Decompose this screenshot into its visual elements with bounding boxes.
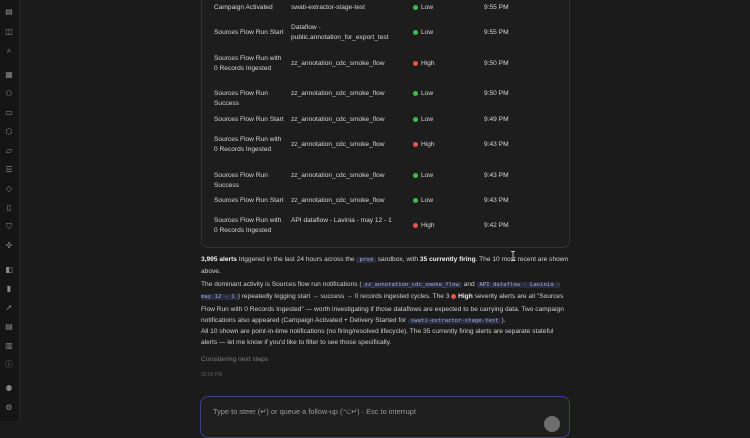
low-severity-dot-icon [413, 198, 418, 203]
folder-icon[interactable]: ▱ [5, 146, 13, 155]
robot-icon[interactable]: ⚇ [5, 89, 13, 98]
summary-text: ) repeatedly logging start → success → 0 records ingested cycles. The 3 [237, 293, 452, 301]
severity-label: High [421, 222, 435, 229]
table-row [202, 23, 569, 43]
library-icon[interactable]: ▤ [5, 7, 13, 16]
sandbox-code: prod [356, 257, 375, 263]
summary-paragraph-3: All 10 shown are point-in-time notifications (no firing/resolved lifecycle). The 35 currently firing alerts are separate stateful alerts — let me know if you'd like to filter to see those specifically. [201, 328, 554, 347]
flow-code: swati-extractor-stage-test [408, 318, 502, 324]
alert-severity [413, 140, 435, 150]
summary-paragraph-2 [201, 279, 569, 327]
puzzle-icon[interactable]: ✣ [5, 241, 13, 250]
alert-count: 3,995 alerts [201, 256, 237, 263]
alert-name: Sources Flow Run Start [214, 116, 284, 123]
severity-label: Low [421, 4, 434, 11]
severity-label: Low [421, 197, 434, 204]
alert-severity [413, 59, 435, 69]
document-icon[interactable]: ▯ [6, 203, 12, 212]
checklist-icon[interactable]: ☰ [5, 165, 13, 174]
settings-icon[interactable]: ⚙ [5, 403, 13, 412]
flow-code: API dataflow - Lavinia - may 12 - 1 [201, 282, 561, 301]
left-sidebar [0, 0, 20, 421]
alert-dataflow: zz_annotation_cdc_smoke_flow [291, 172, 385, 179]
users-icon[interactable]: ⚉ [5, 384, 13, 393]
alert-dataflow: Dataflow - public.annotation_for_export_test [291, 24, 389, 41]
alert-time: 9:50 PM [484, 90, 509, 97]
alert-time: 9:42 PM [484, 222, 509, 229]
alert-name: Sources Flow Run with 0 Records Ingested [214, 55, 282, 72]
summary-text: triggered in the last 24 hours across the [236, 256, 357, 263]
alert-severity [413, 196, 433, 206]
table-row [202, 166, 569, 189]
alert-dataflow: zz_annotation_cdc_smoke_flow [291, 141, 385, 148]
thinking-status: Considering next steps [201, 356, 269, 363]
dashboard-icon[interactable]: ▦ [5, 70, 13, 79]
summary-text: ). [501, 316, 506, 324]
composer[interactable] [200, 396, 570, 438]
high-label: High [458, 293, 473, 301]
alert-time: 9:43 PM [484, 172, 509, 179]
high-severity-dot-icon [451, 294, 456, 299]
alert-time: 9:55 PM [484, 29, 509, 36]
alert-name: Sources Flow Run with 0 Records Ingested [214, 136, 282, 153]
shield-icon[interactable]: ⛉ [6, 222, 12, 231]
summary-text: sandbox, with [375, 256, 420, 263]
archive-icon[interactable]: ▥ [5, 341, 13, 350]
low-severity-dot-icon [413, 91, 418, 96]
summary-text: and [461, 281, 477, 288]
alert-dataflow: API dataflow - Lavinia - may 12 - 1 [291, 217, 392, 224]
firing-count: 35 currently firing [419, 256, 476, 263]
send-button[interactable] [544, 416, 560, 432]
severity-label: Low [421, 116, 434, 123]
server-icon[interactable]: ▤ [5, 322, 13, 331]
alert-severity [413, 28, 433, 38]
tag-icon[interactable]: ◇ [5, 184, 13, 193]
table-row [202, 84, 569, 107]
table-row [202, 135, 569, 155]
high-severity-dot-icon [413, 223, 418, 228]
alert-dataflow: zz_annotation_cdc_smoke_flow [291, 60, 385, 67]
flow-code: zz_annotation_cdc_smoke_flow [362, 282, 462, 288]
alert-name: Sources Flow Run Start [214, 197, 284, 204]
low-severity-dot-icon [413, 30, 418, 35]
rocket-icon[interactable]: ➚ [5, 303, 13, 312]
alert-dataflow: zz_annotation_cdc_smoke_flow [291, 90, 385, 97]
notebook-icon[interactable]: ▮ [6, 284, 12, 293]
alert-time: 9:49 PM [484, 116, 509, 123]
severity-label: Low [421, 29, 434, 36]
alert-severity [413, 171, 433, 181]
severity-label: Low [421, 90, 434, 97]
summary-text: The dominant activity is Sources flow run notifications ( [201, 281, 362, 288]
alert-severity [413, 115, 433, 125]
high-severity-dot-icon [413, 61, 418, 66]
alert-name: Sources Flow Run Success [214, 90, 268, 107]
message-timestamp: 02:55 PM [201, 372, 223, 378]
summary-text: severity alerts are all "Sources Flow Run with 0 Records Ingested" — worth investigating if those dataflows are expected to be carrying data. Two campaign notifications also appeared (Campaign Activated + Delivery Started for [201, 293, 564, 324]
alert-dataflow: zz_annotation_cdc_smoke_flow [291, 116, 385, 123]
alert-name: Sources Flow Run with 0 Records Ingested [214, 217, 282, 234]
summary-text: . The 10 most recent are shown above. [201, 256, 569, 276]
severity-label: High [421, 60, 435, 67]
alert-dataflow: zz_annotation_cdc_smoke_flow [291, 197, 385, 204]
table-row [202, 216, 569, 236]
monitor-icon[interactable]: ▭ [5, 108, 13, 117]
table-row [202, 191, 569, 211]
alert-severity [413, 221, 435, 231]
low-severity-dot-icon [413, 117, 418, 122]
high-severity-dot-icon [413, 142, 418, 147]
cube-icon[interactable]: ⬡ [5, 127, 13, 136]
alert-time: 9:55 PM [484, 4, 509, 11]
info-icon[interactable]: ⓘ [5, 360, 13, 369]
low-severity-dot-icon [413, 5, 418, 10]
severity-label: High [421, 141, 435, 148]
alert-name: Sources Flow Run Success [214, 172, 268, 189]
table-row [202, 54, 569, 74]
alert-time: 9:43 PM [484, 197, 509, 204]
search-icon[interactable]: ⌕ [6, 46, 12, 55]
alert-severity [413, 3, 433, 13]
severity-label: Low [421, 172, 434, 179]
alert-name: Sources Flow Run Start [214, 29, 284, 36]
text-cursor-icon [510, 251, 516, 261]
alert-time: 9:50 PM [484, 60, 509, 67]
table-row [202, 0, 569, 18]
alert-severity [413, 89, 433, 99]
low-severity-dot-icon [413, 173, 418, 178]
alert-time: 9:43 PM [484, 141, 509, 148]
table-row [202, 110, 569, 130]
layers-icon[interactable]: ◧ [5, 265, 13, 274]
composer-input[interactable] [213, 405, 533, 417]
alerts-table [201, 0, 570, 248]
chat-icon[interactable]: ◫ [5, 27, 13, 36]
alert-dataflow: swati-extractor-stage-test [291, 4, 366, 11]
alert-name: Campaign Activated [214, 4, 273, 11]
